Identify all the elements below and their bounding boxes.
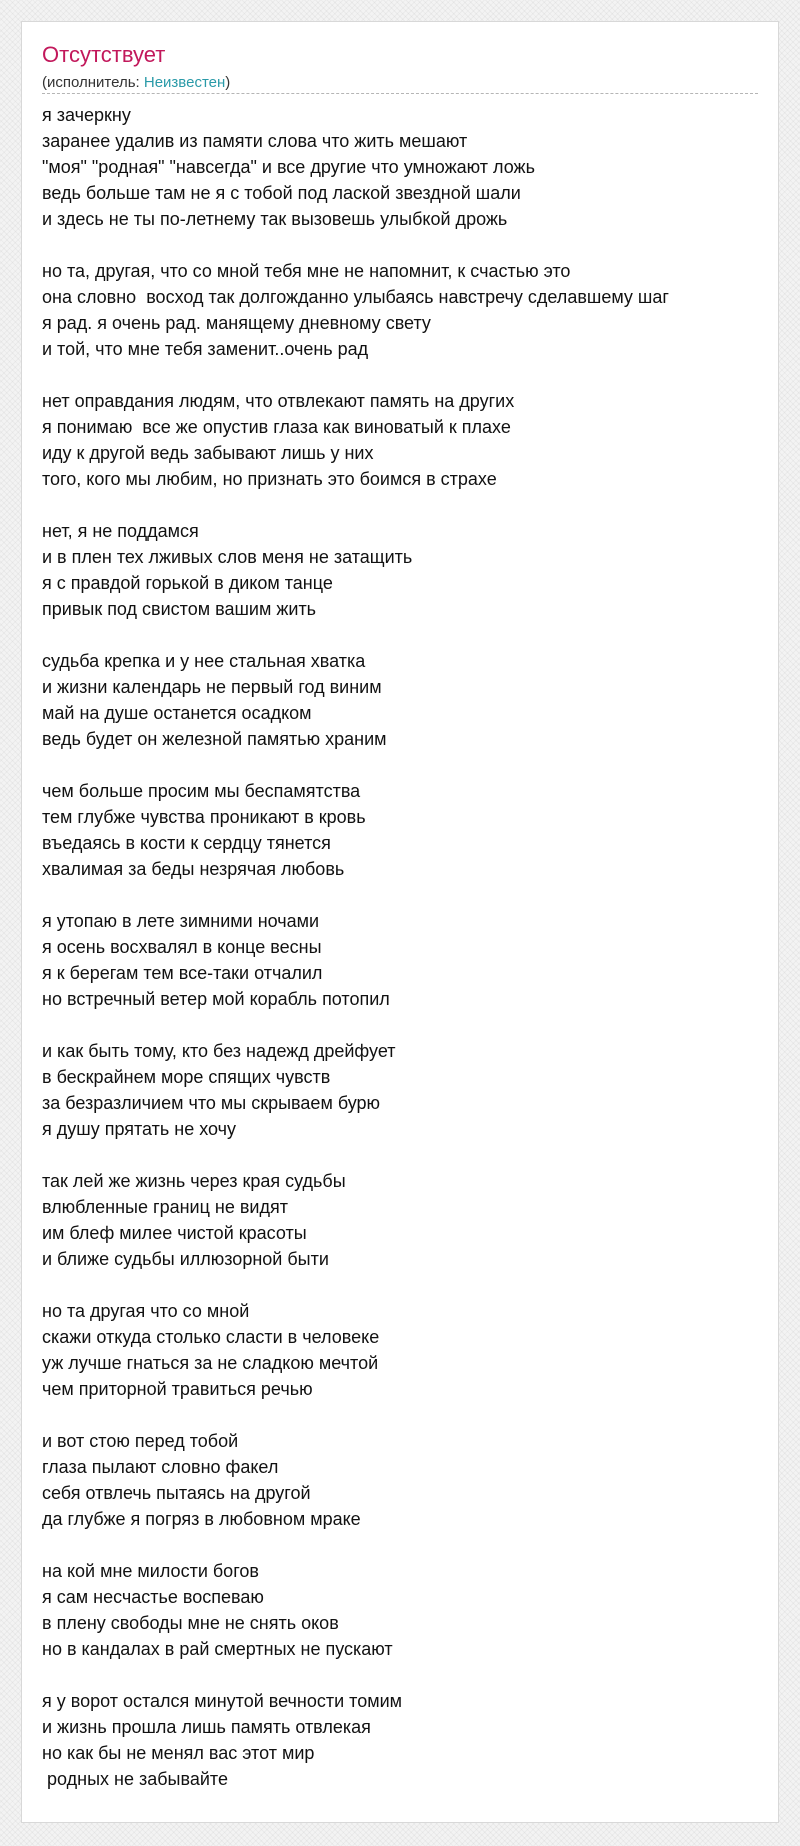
artist-prefix: (исполнитель: [42, 74, 144, 91]
artist-suffix: ) [225, 74, 231, 91]
divider [42, 93, 758, 94]
artist-line [42, 74, 230, 92]
song-title: Отсутствует [42, 42, 166, 67]
artist-link[interactable]: Неизвестен [143, 74, 226, 91]
lyrics-text: я зачеркну заранее удалив из памяти слова что жить мешают "моя" "родная" "навсегда" и все другие что умножают ложь ведь больше там не я с тобой под лаской звездной шали и здесь не ты по-летнему так вызовешь улыбкой дрожь но та, другая, что со мной тебя мне не напомнит, к счастью это она словно восход так долгожданно улыбаясь навстречу сделавшему шаг я рад. я очень рад. манящему дневному свету и той, что мне тебя заменит..очень рад нет оправдания людям, что отвлекают память на других я понимаю все же опустив глаза как виноватый к плахе иду к другой ведь забывают лишь у них того, кого мы любим, но признать это боимся в страхе нет, я не поддамся и в плен тех лживых слов меня не затащить я с правдой горькой в диком танце привык под свистом вашим жить судьба крепка и у нее стальная хватка и жизни календарь не первый год виним май на душе останется осадком ведь будет он железной памятью храним чем больше просим мы беспамятства тем глубже чувства проникают в кровь въедаясь в кости к сердцу тянется хвалимая за беды незрячая любовь я утопаю в лете зимними ночами я осень восхвалял в конце весны я к берегам тем все-таки отчалил но встречный ветер мой корабль потопил и как быть тому, кто без надежд дрейфует в бескрайнем море спящих чувств за безразличием что мы скрываем бурю я душу прятать не хочу так лей же жизнь через края судьбы влюбленные границ не видят им блеф милее чистой красоты и ближе судьбы иллюзорной быти но та другая что со мной скажи откуда столько сласти в человеке уж лучше гнаться за не сладкою мечтой чем приторной травиться речью и вот стою перед тобой глаза пылают словно факел себя отвлечь пытаясь на другой да глубже я погряз в любовном мраке на кой мне милости богов я сам несчастье воспеваю в плену свободы мне не снять оков но в кандалах в рай смертных не пускают я у ворот остался минутой вечности томим и жизнь прошла лишь память отвлекая но как бы не менял вас этот мир родных не забывайте [42, 105, 669, 1789]
lyrics-card [21, 21, 779, 1823]
